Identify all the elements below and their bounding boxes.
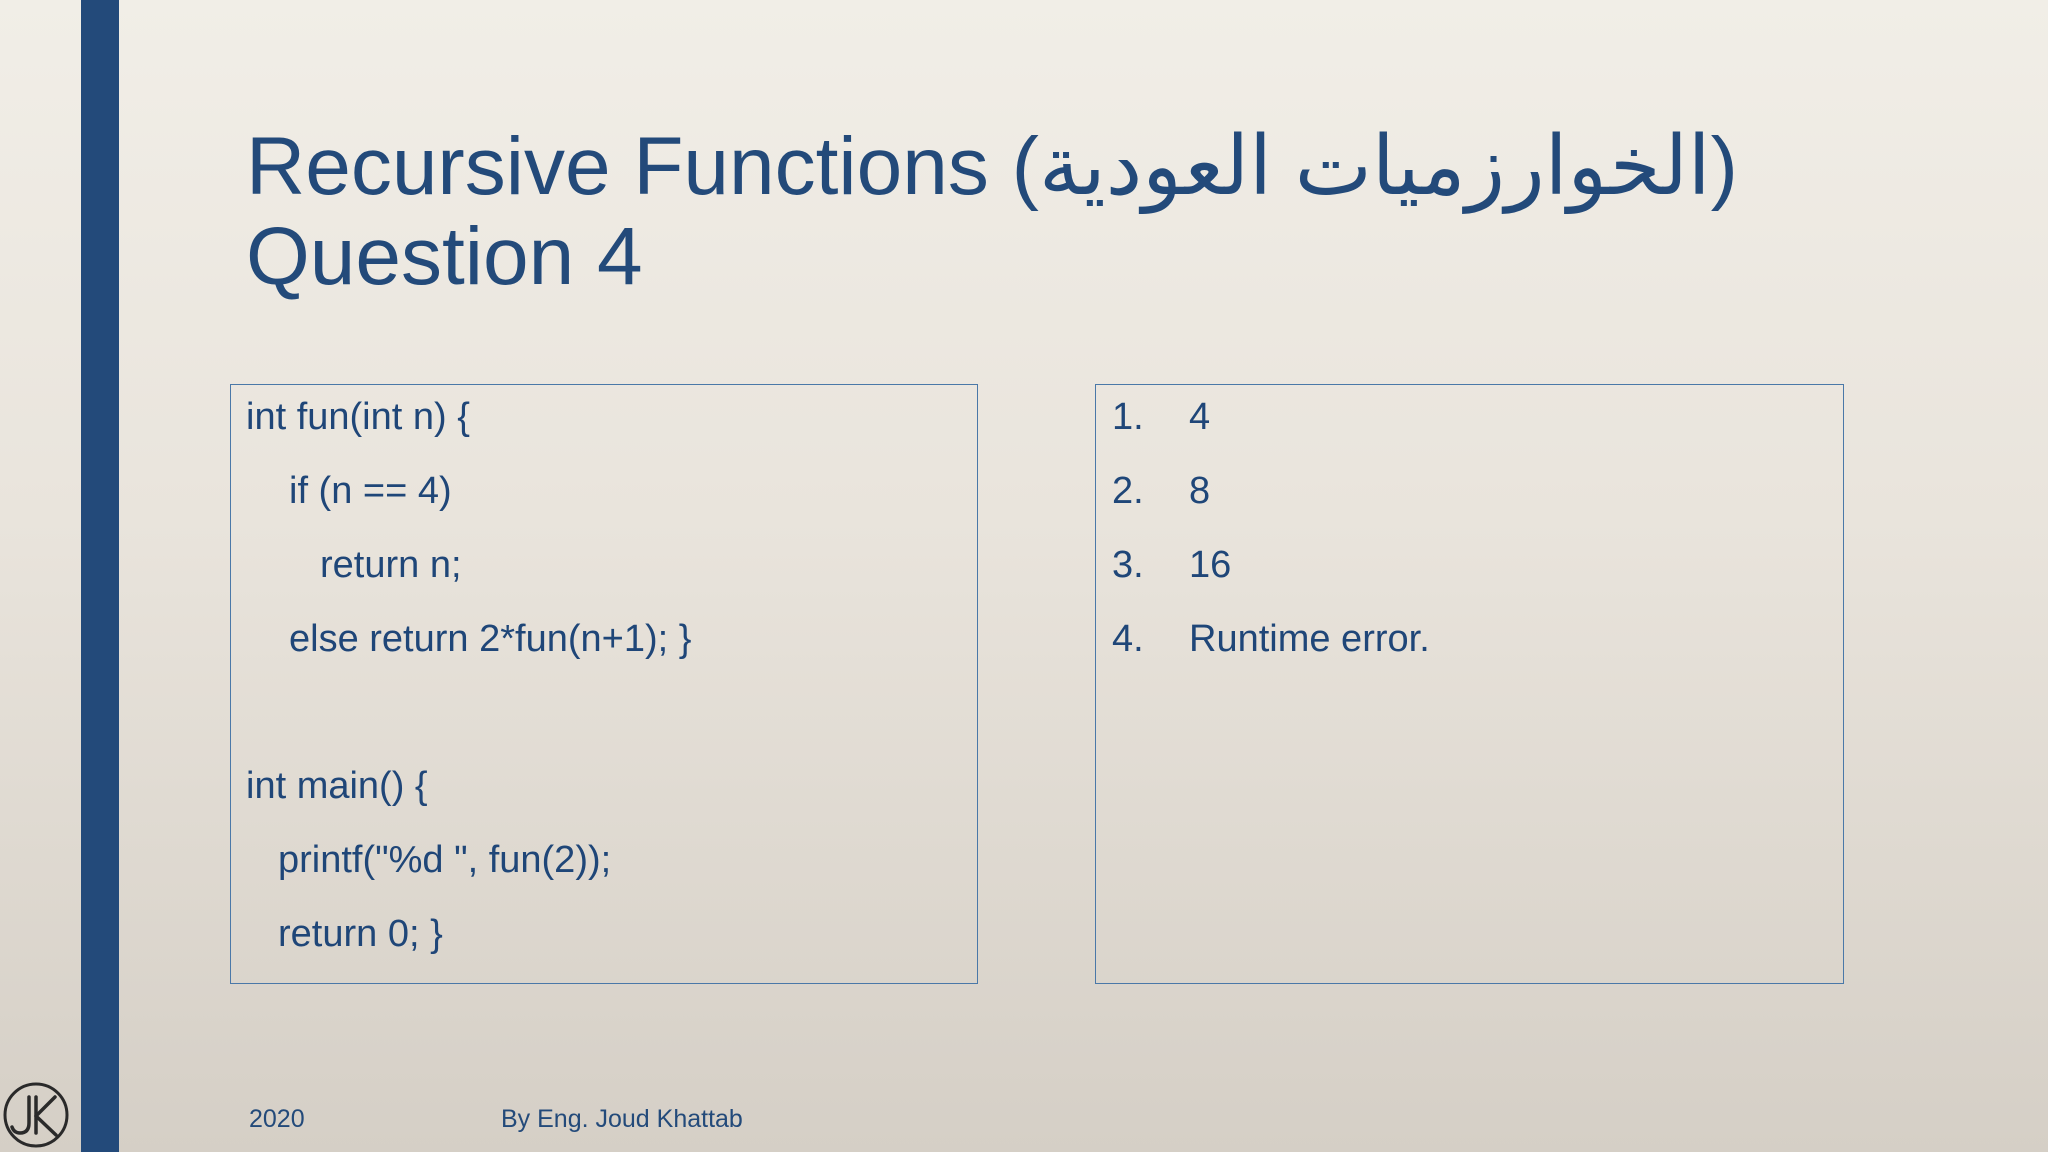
answer-text: Runtime error. xyxy=(1189,618,1430,660)
answer-number: 4. xyxy=(1112,618,1144,660)
answer-option-3[interactable] xyxy=(1112,543,1231,587)
answer-text: 4 xyxy=(1189,396,1211,438)
footer-author: By Eng. Joud Khattab xyxy=(501,1105,743,1133)
answer-option-2[interactable] xyxy=(1112,469,1210,513)
answer-option-1[interactable] xyxy=(1112,395,1210,439)
code-line: if (n == 4) xyxy=(289,470,452,512)
code-line: return n; xyxy=(320,544,462,586)
code-line: printf("%d ", fun(2)); xyxy=(278,839,612,881)
answers-box xyxy=(1095,384,1844,984)
code-line: else return 2*fun(n+1); } xyxy=(289,618,692,660)
slide-title-line-1: Recursive Functions (الخوارزميات العودية) xyxy=(246,121,1738,212)
jk-monogram-logo-icon xyxy=(2,1081,70,1149)
slide-title-line-2: Question 4 xyxy=(246,211,643,302)
code-line: int main() { xyxy=(246,765,428,807)
code-line: return 0; } xyxy=(278,913,443,955)
code-line: int fun(int n) { xyxy=(246,396,470,438)
slide-title xyxy=(246,122,1846,302)
answer-number: 1. xyxy=(1112,396,1144,438)
answer-number: 2. xyxy=(1112,470,1144,512)
answer-number: 3. xyxy=(1112,544,1144,586)
answer-text: 16 xyxy=(1189,544,1232,586)
answer-text: 8 xyxy=(1189,470,1211,512)
code-box xyxy=(230,384,978,984)
footer-year: 2020 xyxy=(249,1105,305,1133)
slide-accent-bar xyxy=(81,0,119,1152)
answer-option-4[interactable] xyxy=(1112,617,1430,661)
